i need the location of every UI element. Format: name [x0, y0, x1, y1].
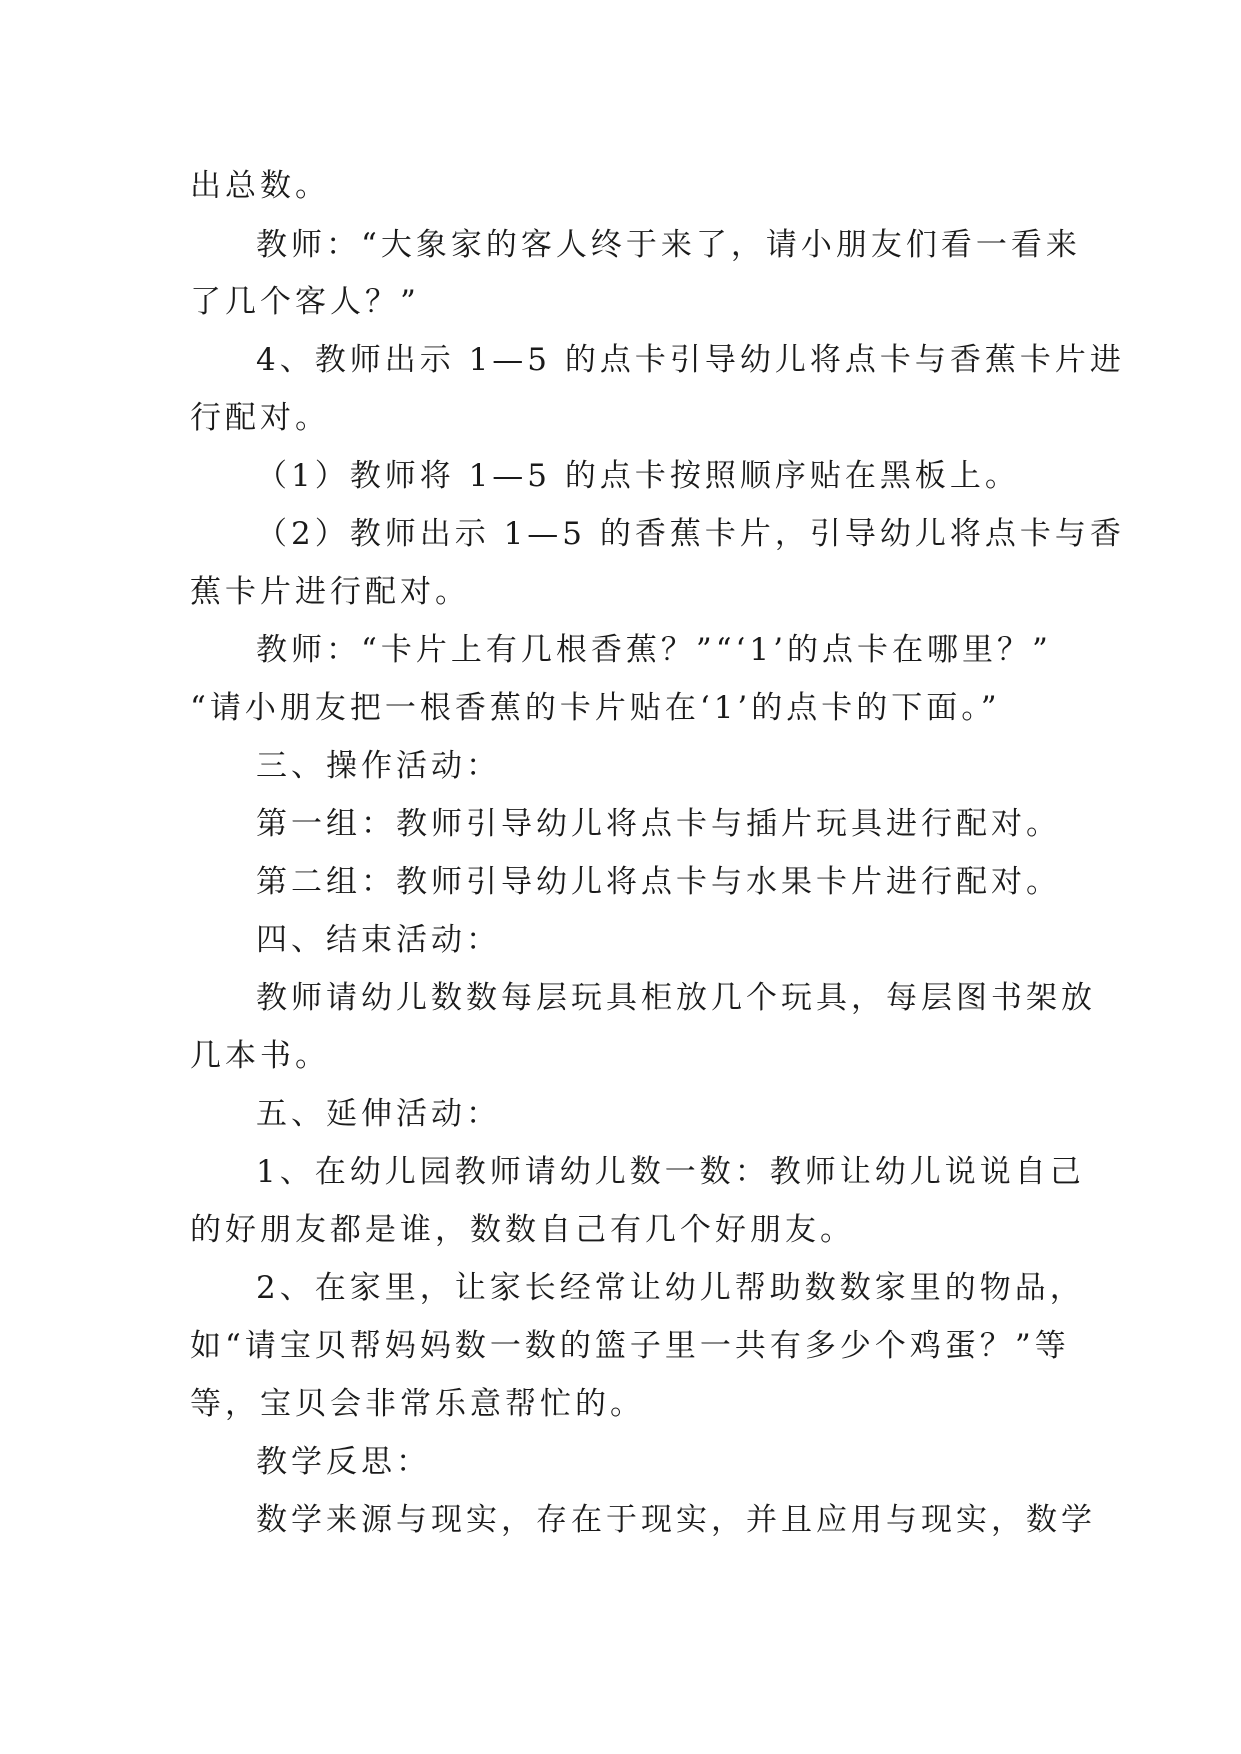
text-line: 几本书。 — [190, 1038, 330, 1074]
text-line: 了几个客人？” — [190, 284, 420, 320]
text-line: 4、教师出示 1—5 的点卡引导幼儿将点卡与香蕉卡片进 — [256, 342, 1125, 378]
text-line: 数学来源与现实，存在于现实，并且应用与现实，数学 — [256, 1502, 1096, 1538]
text-line: 蕉卡片进行配对。 — [190, 574, 470, 610]
text-line: 如“请宝贝帮妈妈数一数的篮子里一共有多少个鸡蛋？”等 — [190, 1328, 1070, 1364]
text-line: 出总数。 — [190, 168, 330, 204]
text-line: 四、结束活动： — [256, 922, 501, 958]
text-line: “请小朋友把一根香蕉的卡片贴在‘1’的点卡的下面。” — [190, 690, 1001, 726]
text-line: （1）教师将 1—5 的点卡按照顺序贴在黑板上。 — [256, 458, 1020, 494]
text-line: 五、延伸活动： — [256, 1096, 501, 1132]
text-line: 第一组：教师引导幼儿将点卡与插片玩具进行配对。 — [256, 806, 1061, 842]
text-line: 教师：“大象家的客人终于来了，请小朋友们看一看来 — [256, 227, 1081, 263]
text-line: 的好朋友都是谁，数数自己有几个好朋友。 — [190, 1212, 855, 1248]
text-line: 等，宝贝会非常乐意帮忙的。 — [190, 1386, 645, 1422]
text-line: 教学反思： — [256, 1444, 431, 1480]
text-line: 教师请幼儿数数每层玩具柜放几个玩具，每层图书架放 — [256, 980, 1096, 1016]
text-line: 2、在家里，让家长经常让幼儿帮助数数家里的物品， — [256, 1270, 1085, 1306]
text-line: 第二组：教师引导幼儿将点卡与水果卡片进行配对。 — [256, 864, 1061, 900]
text-line: （2）教师出示 1—5 的香蕉卡片，引导幼儿将点卡与香 — [256, 516, 1125, 552]
text-line: 三、操作活动： — [256, 748, 501, 784]
text-line: 教师：“卡片上有几根香蕉？”“‘1’的点卡在哪里？” — [256, 632, 1052, 668]
text-line: 行配对。 — [190, 400, 330, 436]
text-line: 1、在幼儿园教师请幼儿数一数：教师让幼儿说说自己 — [256, 1154, 1085, 1190]
